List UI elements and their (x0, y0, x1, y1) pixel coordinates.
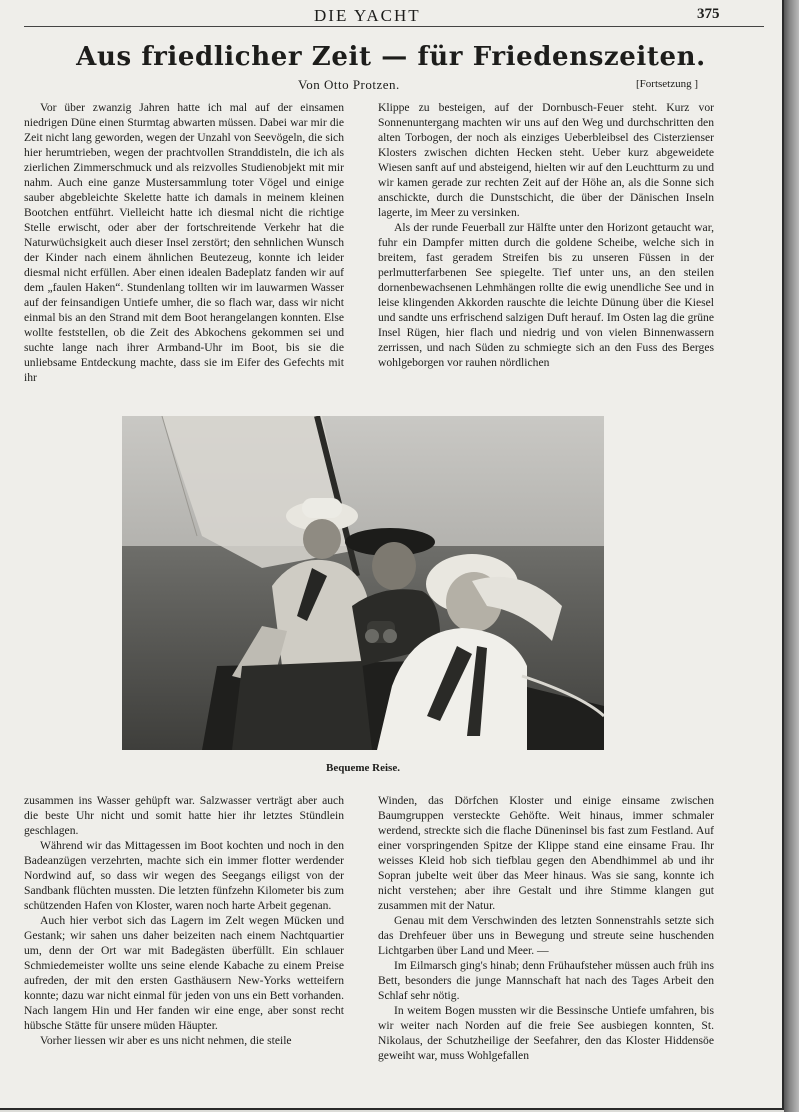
column-right-bottom (378, 793, 714, 1063)
running-head (0, 6, 782, 24)
column-left-top (24, 100, 344, 385)
paragraph: Während wir das Mittagessen im Boot kochten und noch in den Badeanzügen verzehrten, machte sich ein immer flotter werdender Nordwind auf, so dass wir wegen des Seegangs eiligst von der Sandbank flüchten mussten. Die letzten fünfzehn Kilometer bis zum schützenden Hafen von Kloster, waren noch harte Arbeit gegenan. (24, 839, 344, 912)
paragraph: Genau mit dem Verschwinden des letzten Sonnenstrahls setzte sich das Drehfeuer über uns in Bewegung und streute seine huschenden Lichtgarben über Land und Meer. — (378, 914, 714, 957)
paragraph: Vor über zwanzig Jahren hatte ich mal auf der einsamen niedrigen Düne einen Sturmtag abwarten müssen. Dabei war mir die Zeit nicht lang geworden, wegen der Unzahl von Seevögeln, die sich hier herumtrieben, wegen der prachtvollen Stranddisteln, die ich als zierlichen Zimmerschmuck und als reizvolles Studienobjekt mit mir nahm. Auch eine ganze Mustersammlung toter Vögel und einige sauber abgebleichte Skelette hatte ich damals in meinem kleinen Bootchen entführt. Vielleicht hatte ich diesmal nicht die richtige Stelle erwischt, oder aber der fortschreitende Verkehr hat die Naturwüchsigkeit auch dieser Insel zerstört; den sehnlichen Wunsch der Kinder nach einem ähnlichen Beutezeug, konnte ich leider diesmal nicht erfüllen. Aber einen idealen Badeplatz fanden wir auf dem „faulen Haken“. Stundenlang tollten wir im lauwarmen Wasser auf der feinsandigen Untiefe umher, die so flach war, dass wir nicht einmal bis an den Strand mit dem Boot herangelangen konnten. Else wollte feststellen, ob die Zeit des Abkochens gekommen sei und suchte lange nach ihrer Armband-Uhr im Boot, bis sie die unliebsame Entdeckung machte, dass sie im Eifer des Gefechts mit ihr (24, 101, 344, 384)
paragraph: Klippe zu besteigen, auf der Dornbusch-Feuer steht. Kurz vor Sonnenuntergang machten wir uns auf den Weg und durchschritten den alten Torbogen, der noch als einziges Ueberbleibsel des Cisterzienser Klosters zwischen dichten Hecken steht. Ueber kurz abgeweidete Wiesen sanft auf und absteigend, hielten wir auf den Leuchtturm zu und wir kamen gerade zur rechten Zeit auf der Höhe an, als die Sonne sich anschickte, durch die Dunstschicht, die über der Dänischen Inseln lagerte, im Meer zu versinken. (378, 101, 714, 219)
article-byline: Von Otto Protzen. (298, 77, 400, 92)
photo-illustration (122, 416, 604, 750)
journal-name: DIE YACHT (314, 6, 421, 25)
article-title: Aus friedlicher Zeit — für Friedenszeiten. (76, 42, 706, 72)
photograph-three-children-in-sailboat (122, 416, 604, 750)
continuation-note: [Fortsetzung ] (636, 78, 699, 90)
column-left-bottom (24, 793, 344, 1048)
header-rule (24, 26, 764, 27)
paragraph: Als der runde Feuerball zur Hälfte unter den Horizont getaucht war, fuhr ein Dampfer mitten durch die goldene Scheibe, welche sich in breitem, fast geradem Streifen bis zu unseren Füssen in der perlmutterfarbenen See spiegelte. Tief unter uns, an den steilen dornenbewachsenen Lehmhängen rollte die ewig unendliche See und in leise klingenden Akkorden rauschte die leichte Dünung über die Kiesel und sandte uns erfrischend salzigen Duft herauf. Im Osten lag die grüne Insel Rügen, hier flach und niedrig und von vielen Binnenwassern zerrissen, und nach Süden zu schmiegte sich an den Fuss des Berges wohlgeborgen vor rauhen nördlichen (378, 221, 714, 369)
column-right-top (378, 100, 714, 370)
photo-caption: Bequeme Reise. (326, 762, 400, 774)
paragraph: In weitem Bogen mussten wir die Bessinsche Untiefe umfahren, bis wir weiter nach Norden auf die freie See ausbiegen konnten, St. Nikolaus, der Schutzheilige der Seefahrer, den das Kloster Hiddensöe geweiht war, muss Wohlgefallen (378, 1004, 714, 1062)
paragraph: Auch hier verbot sich das Lagern im Zelt wegen Mücken und Gestank; wir sahen uns daher beizeiten nach einem Nachtquartier um, denn der Ort war mit Badegästen überfüllt. Ein schlauer Schmiedemeister wollte uns seine elende Kabache zu einem Preise aufreden, der mit den ersten Gasthäusern New-Yorks wetteifern konnte; dazu war nicht einmal für jeden von uns ein Bett vorhanden. Nach langem Hin und Her fanden wir eine enge, aber sonst recht hübsche Stätte für unsere müden Häupter. (24, 914, 344, 1032)
paragraph: zusammen ins Wasser gehüpft war. Salzwasser verträgt aber auch die beste Uhr nicht und somit hatte hier ihr letztes Stündlein geschlagen. (24, 794, 344, 837)
page-number: 375 (697, 6, 720, 22)
paragraph: Winden, das Dörfchen Kloster und einige einsame zwischen Baumgruppen versteckte Gehöfte. Weit hinaus, immer schmaler werdend, streckte sich die flache Düneninsel bis fast zum Festland. Auf einer vorspringenden Spitze der Klippe stand eine einsame Frau. Ihr weisses Kleid hob sich tiefblau gegen den Abendhimmel ab und ihr Sopran jubelte weit über das Meer hinaus. Was sie sang, konnte ich nicht verstehen; aber ihre Gestalt und ihre Stimme klangen gut zusammen mit der Natur. (378, 794, 714, 912)
paragraph: Im Eilmarsch ging's hinab; denn Frühaufsteher müssen auch früh ins Bett, besonders die junge Mannschaft hat nach des Tages Arbeit den Schlaf sehr nötig. (378, 959, 714, 1002)
paragraph: Vorher liessen wir aber es uns nicht nehmen, die steile (40, 1034, 292, 1047)
page-edge-shadow (784, 0, 799, 1112)
